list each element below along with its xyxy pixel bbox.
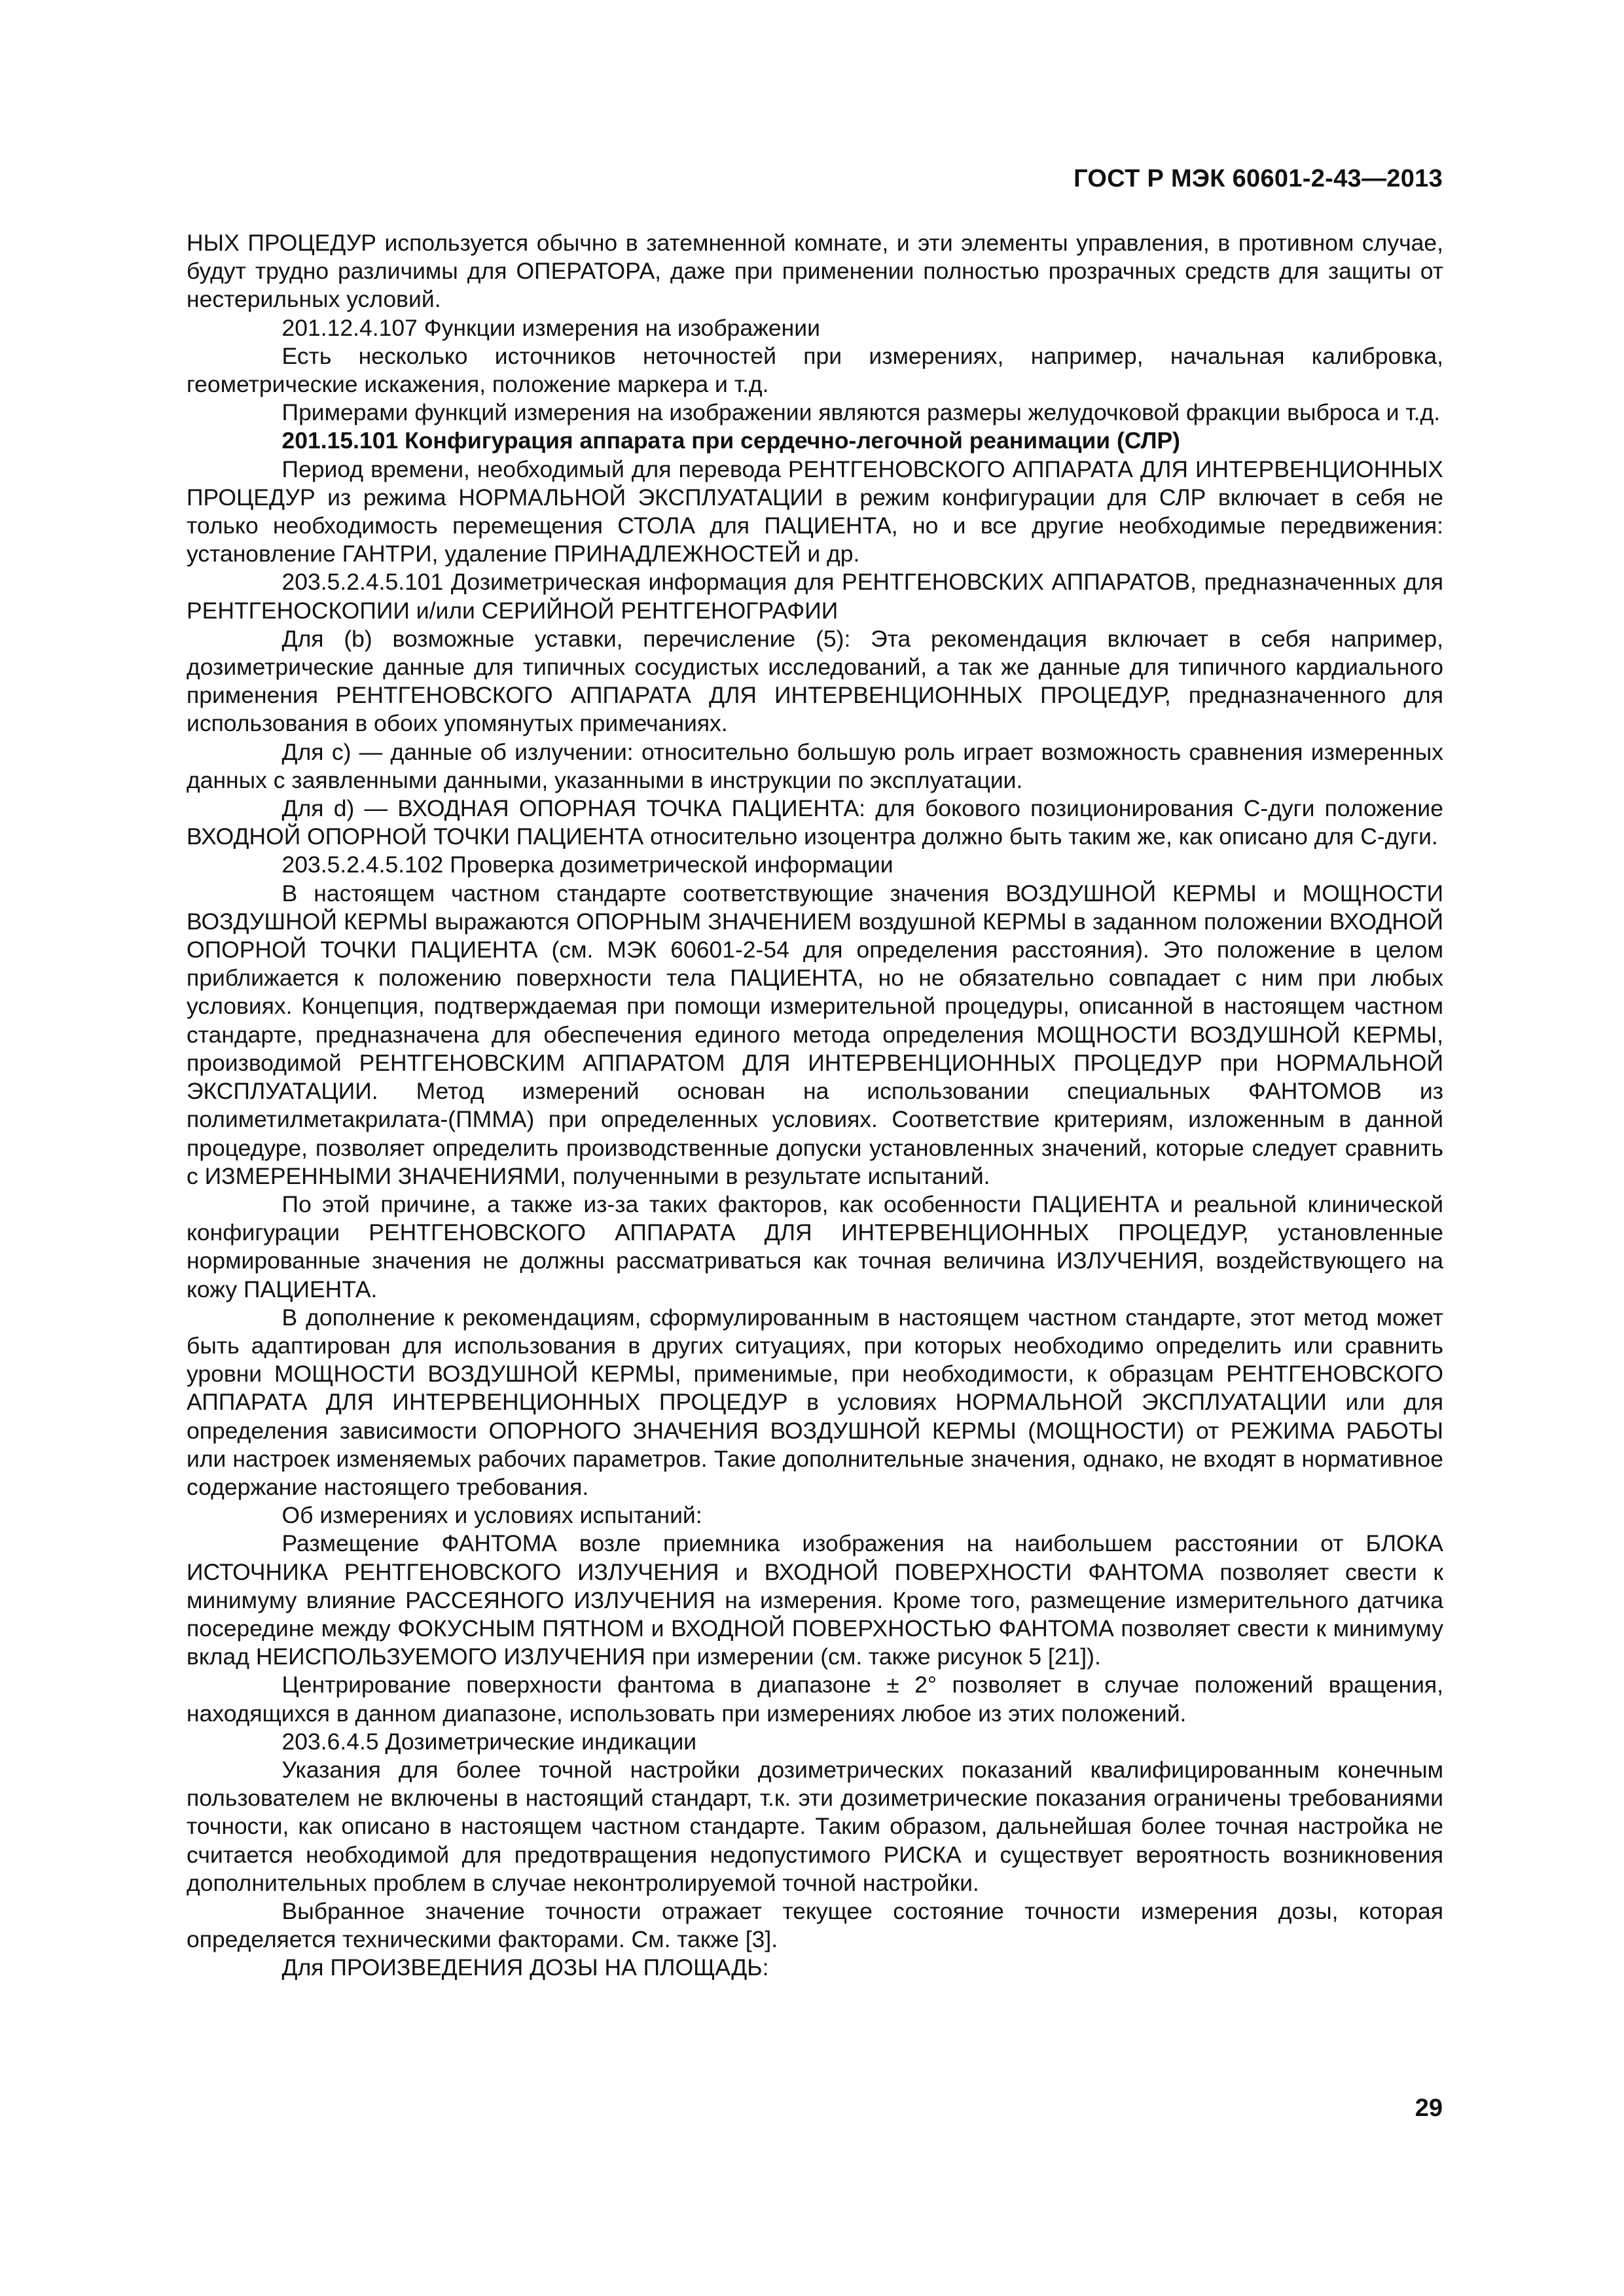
clause-heading: 203.5.2.4.5.101 Дозиметрическая информация для РЕНТГЕНОВСКИХ АППАРАТОВ, предназначенных для РЕНТГЕНОСКОПИИ и/или СЕРИЙНОЙ РЕНТГЕНОГРАФИИ: [187, 569, 1443, 624]
clause-heading: 201.12.4.107 Функции измерения на изображении: [281, 314, 820, 341]
paragraph: Размещение ФАНТОМА возле приемника изображения на наибольшем расстоянии от БЛОКА ИСТОЧНИКА РЕНТГЕНОВСКОГО ИЗЛУЧЕНИЯ и ВХОДНОЙ ПОВЕРХНОСТИ ФАНТОМА позволяет свести к минимуму влияние РАССЕЯНОГО ИЗЛУЧЕНИЯ на измерения. Кроме того, размещение измерительного датчика посередине между ФОКУСНЫМ ПЯТНОМ и ВХОДНОЙ ПОВЕРХНОСТЬЮ ФАНТОМА позволяет свести к минимуму вклад НЕИСПОЛЬЗУЕМОГО ИЗЛУЧЕНИЯ при измерении (см. также рисунок 5 [21]).: [187, 1530, 1443, 1670]
clause-heading: 203.5.2.4.5.102 Проверка дозиметрической информации: [281, 852, 893, 878]
paragraph: Для с) — данные об излучении: относительно большую роль играет возможность сравнения измеренных данных с заявленными данными, указанными в инструкции по эксплуатации.: [187, 738, 1443, 793]
paragraph: Выбранное значение точности отражает текущее состояние точности измерения дозы, которая определяется техническими факторами. См. также [3].: [187, 1897, 1443, 1953]
paragraph: В настоящем частном стандарте соответствующие значения ВОЗДУШНОЙ КЕРМЫ и МОЩНОСТИ ВОЗДУШНОЙ КЕРМЫ выражаются ОПОРНЫМ ЗНАЧЕНИЕМ воздушной КЕРМЫ в заданном положении ВХОДНОЙ ОПОРНОЙ ТОЧКИ ПАЦИЕНТА (см. МЭК 60601-2-54 для определения расстояния). Это положение в целом приближается к положению поверхности тела ПАЦИЕНТА, но не обязательно совпадает с ним при любых условиях. Концепция, подтверждаемая при помощи измерительной процедуры, описанной в настоящем частном стандарте, предназначена для обеспечения единого метода определения МОЩНОСТИ ВОЗДУШНОЙ КЕРМЫ, производимой РЕНТГЕНОВСКИМ АППАРАТОМ ДЛЯ ИНТЕРВЕНЦИОННЫХ ПРОЦЕДУР при НОРМАЛЬНОЙ ЭКСПЛУАТАЦИИ. Метод измерений основан на использовании специальных ФАНТОМОВ из полиметилметакрилата-(ПММА) при определенных условиях. Соответствие критериям, изложенным в данной процедуре, позволяет определить производственные допуски установленных значений, которые следует сравнить с ИЗМЕРЕННЫМИ ЗНАЧЕНИЯМИ, полученными в результате испытаний.: [187, 880, 1443, 1189]
paragraph: Период времени, необходимый для перевода РЕНТГЕНОВСКОГО АППАРАТА ДЛЯ ИНТЕРВЕНЦИОННЫХ ПРОЦЕДУР из режима НОРМАЛЬНОЙ ЭКСПЛУАТАЦИИ в режим конфигурации для СЛР включает в себя не только необходимость перемещения СТОЛА для ПАЦИЕНТА, но и все другие необходимые передвижения: установление ГАНТРИ, удаление ПРИНАДЛЕЖНОСТЕЙ и др.: [187, 456, 1443, 567]
paragraph: Для d) — ВХОДНАЯ ОПОРНАЯ ТОЧКА ПАЦИЕНТА: для бокового позиционирования С-дуги положение ВХОДНОЙ ОПОРНОЙ ТОЧКИ ПАЦИЕНТА относительно изоцентра должно быть таким же, как описано для С-дуги.: [187, 795, 1443, 850]
paragraph: Для ПРОИЗВЕДЕНИЯ ДОЗЫ НА ПЛОЩАДЬ:: [281, 1954, 769, 1981]
paragraph: Центрирование поверхности фантома в диапазоне ± 2° позволяет в случае положений вращения, находящихся в данном диапазоне, использовать при измерениях любое из этих положений.: [187, 1672, 1443, 1727]
paragraph: Для (b) возможные уставки, перечисление (5): Эта рекомендация включает в себя например, дозиметрические данные для типичных сосудистых исследований, а так же данные для типичного кардиального применения РЕНТГЕНОВСКОГО АППАРАТА ДЛЯ ИНТЕРВЕНЦИОННЫХ ПРОЦЕДУР, предназначенного для использования в обоих упомянутых примечаниях.: [187, 625, 1443, 737]
clause-heading: 203.6.4.5 Дозиметрические индикации: [281, 1728, 697, 1755]
paragraph: Об измерениях и условиях испытаний:: [281, 1502, 702, 1529]
paragraph: Примерами функций измерения на изображении являются размеры желудочковой фракции выброса и т.д.: [281, 399, 1441, 426]
paragraph: По этой причине, а также из-за таких факторов, как особенности ПАЦИЕНТА и реальной клинической конфигурации РЕНТГЕНОВСКОГО АППАРАТА ДЛЯ ИНТЕРВЕНЦИОННЫХ ПРОЦЕДУР, установленные нормированные значения не должны рассматриваться как точная величина ИЗЛУЧЕНИЯ, воздействующего на кожу ПАЦИЕНТА.: [187, 1191, 1443, 1302]
paragraph: Указания для более точной настройки дозиметрических показаний квалифицированным конечным пользователем не включены в настоящий стандарт, т.к. эти дозиметрические показания ограничены требованиями точности, как описано в настоящем частном стандарте. Таким образом, дальнейшая более точная настройка не считается необходимой для предотвращения недопустимого РИСКА и существует вероятность возникновения дополнительных проблем в случае неконтролируемой точной настройки.: [187, 1756, 1443, 1896]
standard-header: ГОСТ Р МЭК 60601-2-43—2013: [1074, 165, 1443, 192]
paragraph: Есть несколько источников неточностей при измерениях, например, начальная калибровка, геометрические искажения, положение маркера и т.д.: [187, 342, 1443, 398]
document-body: [187, 229, 1443, 1982]
paragraph: В дополнение к рекомендациям, сформулированным в настоящем частном стандарте, этот метод может быть адаптирован для использования в других ситуациях, при которых необходимо определить или сравнить уровни МОЩНОСТИ ВОЗДУШНОЙ КЕРМЫ, применимые, при необходимости, к образцам РЕНТГЕНОВСКОГО АППАРАТА ДЛЯ ИНТЕРВЕНЦИОННЫХ ПРОЦЕДУР в условиях НОРМАЛЬНОЙ ЭКСПЛУАТАЦИИ или для определения зависимости ОПОРНОГО ЗНАЧЕНИЯ ВОЗДУШНОЙ КЕРМЫ (МОЩНОСТИ) от РЕЖИМА РАБОТЫ или настроек изменяемых рабочих параметров. Такие дополнительные значения, однако, не входят в нормативное содержание настоящего требования.: [187, 1304, 1443, 1500]
section-heading: 201.15.101 Конфигурация аппарата при сердечно-легочной реанимации (СЛР): [281, 427, 1180, 454]
paragraph: НЫХ ПРОЦЕДУР используется обычно в затемненной комнате, и эти элементы управления, в противном случае, будут трудно различимы для ОПЕРАТОРА, даже при применении полностью прозрачных средств для защиты от нестерильных условий.: [187, 230, 1443, 313]
page-number: 29: [1415, 2094, 1443, 2122]
